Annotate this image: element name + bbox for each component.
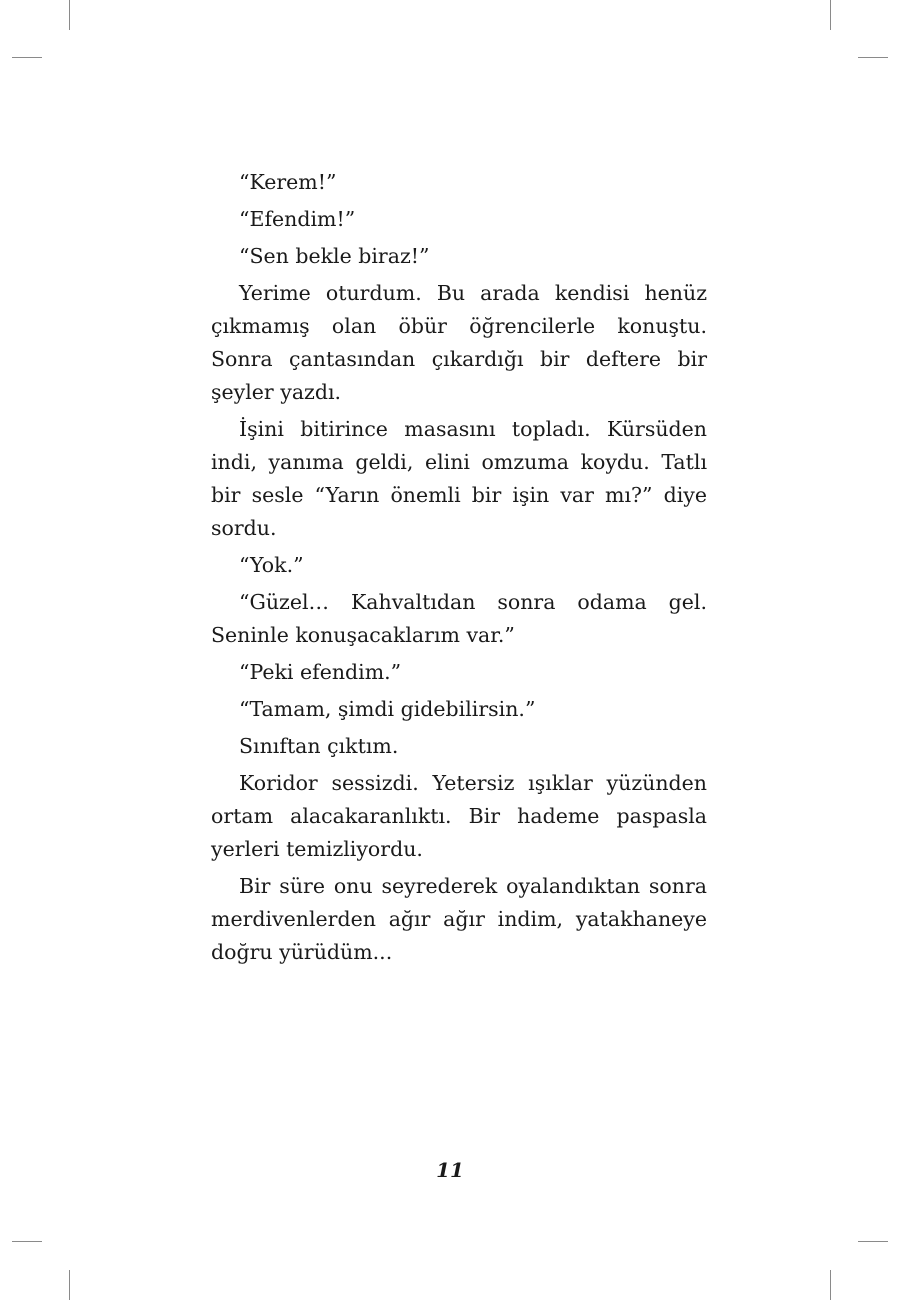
paragraph-1: “Kerem!”	[239, 170, 337, 194]
page-number: 11	[436, 1158, 464, 1182]
paragraph-12: Bir süre onu seyrederek oyalandıktan sonra merdivenlerden ağır ağır indim, yatakhaneye doğru yürüdüm...	[211, 874, 707, 964]
crop-mark-bottom-left-horizontal	[12, 1241, 42, 1242]
crop-mark-top-right-vertical	[830, 0, 831, 30]
crop-mark-bottom-right-horizontal	[858, 1241, 888, 1242]
paragraph-7: “Güzel… Kahvaltıdan sonra odama gel. Seninle konuşacaklarım var.”	[211, 590, 707, 647]
paragraph-5: İşini bitirince masasını topladı. Kürsüden indi, yanıma geldi, elini omzuma koydu. Tatlı bir sesle “Yarın önemli bir işin var mı?” diye sordu.	[211, 417, 707, 540]
paragraph-4: Yerime oturdum. Bu arada kendisi henüz çıkmamış olan öbür öğrencilerle konuştu. Sonra çantasından çıkardığı bir deftere bir şeyler yazdı.	[211, 281, 707, 404]
paragraph-9: “Tamam, şimdi gidebilirsin.”	[239, 697, 536, 721]
paragraph-2: “Efendim!”	[239, 207, 356, 231]
crop-mark-top-left-vertical	[69, 0, 70, 30]
body-text	[211, 166, 707, 973]
paragraph-3: “Sen bekle biraz!”	[239, 244, 430, 268]
paragraph-8: “Peki efendim.”	[239, 660, 402, 684]
crop-mark-bottom-left-vertical	[69, 1270, 70, 1300]
crop-mark-top-right-horizontal	[858, 57, 888, 58]
paragraph-6: “Yok.”	[239, 553, 304, 577]
paragraph-10: Sınıftan çıktım.	[239, 734, 399, 758]
paragraph-11: Koridor sessizdi. Yetersiz ışıklar yüzünden ortam alacakaranlıktı. Bir hademe paspasla yerleri temizliyordu.	[211, 771, 707, 861]
crop-mark-bottom-right-vertical	[830, 1270, 831, 1300]
crop-mark-top-left-horizontal	[12, 57, 42, 58]
